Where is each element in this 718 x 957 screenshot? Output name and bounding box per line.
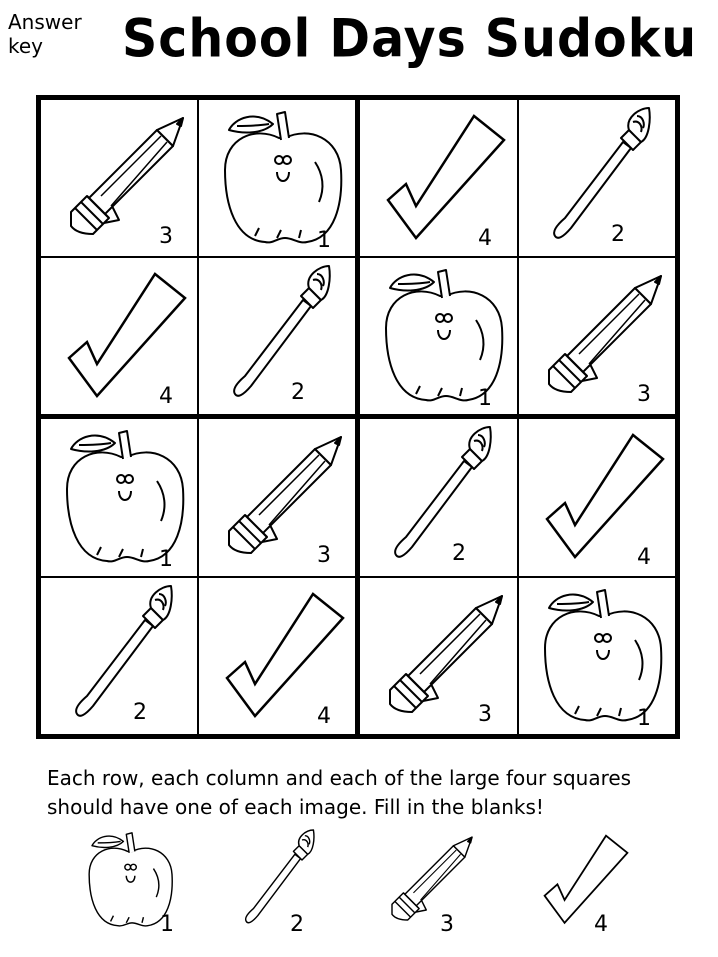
apple-icon <box>535 586 675 726</box>
page-title: School Days Sudoku <box>122 8 698 70</box>
cell-number: 4 <box>317 704 331 729</box>
key-item <box>382 830 502 950</box>
grid-cell <box>519 419 679 579</box>
key-number: 3 <box>440 912 454 937</box>
grid-cell <box>199 100 359 260</box>
paintbrush-icon <box>376 427 516 567</box>
grid-cell <box>199 578 359 738</box>
cell-number: 3 <box>159 224 173 249</box>
grid-cell <box>199 258 359 418</box>
key-item <box>82 830 202 950</box>
grid-cell <box>519 258 679 418</box>
key-item <box>232 830 352 950</box>
checkmark-icon <box>376 108 516 251</box>
grid-cell <box>199 419 359 579</box>
cell-number: 1 <box>159 547 173 572</box>
paintbrush-icon <box>232 830 332 930</box>
cell-number: 3 <box>317 543 331 568</box>
cell-number: 2 <box>611 222 625 247</box>
apple-icon <box>376 266 516 406</box>
checkmark-icon <box>57 266 197 409</box>
cell-number: 4 <box>159 384 173 409</box>
answer-key-label: Answer key <box>8 10 82 58</box>
grid-cell <box>41 100 201 260</box>
paintbrush-icon <box>215 266 355 406</box>
key-number: 1 <box>160 912 174 937</box>
grid-cell <box>41 419 201 579</box>
checkmark-icon <box>215 586 355 729</box>
cell-number: 1 <box>478 386 492 411</box>
key-item <box>536 830 656 950</box>
apple-icon <box>57 427 197 567</box>
grid-cell <box>360 578 520 738</box>
instructions-text: Each row, each column and each of the large four squares should have one of each image. Fill in the blanks! <box>47 766 632 819</box>
grid-cell <box>360 419 520 579</box>
grid-cell <box>41 578 201 738</box>
cell-number: 4 <box>478 226 492 251</box>
sudoku-grid <box>36 95 680 739</box>
pencil-icon <box>57 108 197 248</box>
apple-icon <box>215 108 355 248</box>
key-number: 2 <box>290 912 304 937</box>
grid-cell <box>360 258 520 418</box>
cell-number: 2 <box>133 700 147 725</box>
paintbrush-icon <box>57 586 197 726</box>
pencil-icon <box>376 586 516 726</box>
grid-cell <box>519 578 679 738</box>
grid-cell <box>360 100 520 260</box>
cell-number: 3 <box>637 382 651 407</box>
cell-number: 2 <box>452 541 466 566</box>
grid-cell <box>41 258 201 418</box>
paintbrush-icon <box>535 108 675 248</box>
pencil-icon <box>535 266 675 406</box>
cell-number: 3 <box>478 702 492 727</box>
grid-cell <box>519 100 679 260</box>
pencil-icon <box>382 830 482 930</box>
cell-number: 1 <box>637 706 651 731</box>
checkmark-icon <box>535 427 675 570</box>
cell-number: 2 <box>291 380 305 405</box>
pencil-icon <box>215 427 355 567</box>
cell-number: 4 <box>637 545 651 570</box>
checkmark-icon <box>536 830 636 930</box>
key-number: 4 <box>594 912 608 937</box>
cell-number: 1 <box>317 228 331 253</box>
